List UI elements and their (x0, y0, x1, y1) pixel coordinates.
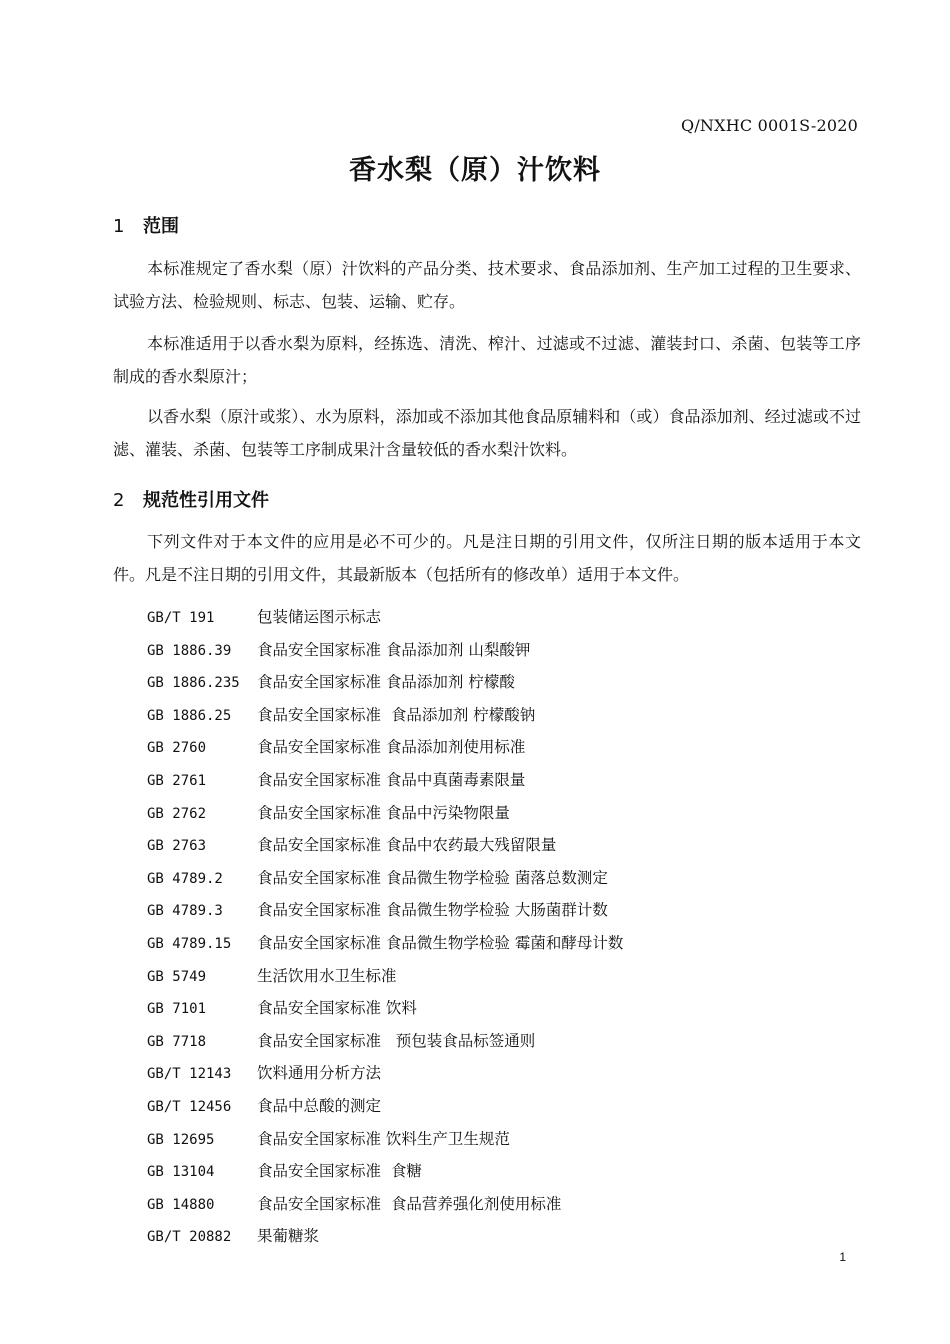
scope-paragraph: 本标准规定了香水梨（原）汁饮料的产品分类、技术要求、食品添加剂、生产加工过程的卫生要求、试验方法、检验规则、标志、包装、运输、贮存。 (113, 259, 861, 311)
reference-title: 食品安全国家标准 饮料生产卫生规范 (257, 1129, 510, 1148)
reference-title: 食品安全国家标准 食品微生物学检验 菌落总数测定 (257, 868, 608, 887)
reference-code: GB/T 12143 (147, 1066, 232, 1083)
reference-title: 食品安全国家标准 食品添加剂使用标准 (257, 738, 526, 757)
reference-title: 果葡糖浆 (257, 1227, 320, 1246)
reference-code: GB 4789.3 (147, 903, 223, 920)
reference-item (147, 601, 867, 634)
reference-code: GB/T 191 (147, 610, 215, 626)
reference-title: 食品安全国家标准 食品微生物学检验 霉菌和酵母计数 (257, 933, 624, 952)
reference-code: GB 2763 (147, 838, 207, 855)
section-heading-scope (113, 212, 179, 238)
reference-item (147, 699, 867, 732)
reference-item (147, 797, 867, 830)
reference-code: GB 1886.235 (147, 675, 240, 692)
reference-code: GB 12695 (147, 1131, 215, 1148)
reference-item (147, 634, 867, 667)
reference-code: GB 7101 (147, 1001, 207, 1018)
reference-code: GB 1886.39 (147, 642, 232, 659)
references-intro-paragraph: 下列文件对于本文件的应用是必不可少的。凡是注日期的引用文件，仅所注日期的版本适用于本文件。凡是不注日期的引用文件，其最新版本（包括所有的修改单）适用于本文件。 (113, 532, 861, 584)
reference-code: GB/T 20882 (147, 1229, 232, 1246)
reference-item (147, 1123, 867, 1156)
scope-paragraph: 以香水梨（原汁或浆）、水为原料，添加或不添加其他食品原辅料和（或）食品添加剂、经过滤或不过滤、灌装、杀菌、包装等工序制成果汁含量较低的香水梨汁饮料。 (113, 407, 861, 459)
reference-code: GB 5749 (147, 968, 207, 985)
reference-code: GB 2760 (147, 740, 207, 757)
reference-title: 食品安全国家标准 食品添加剂 柠檬酸钠 (257, 705, 536, 724)
reference-item (147, 731, 867, 764)
page-number: 1 (839, 1250, 846, 1264)
reference-code: GB 13104 (147, 1164, 215, 1181)
scope-paragraph: 本标准适用于以香水梨为原料，经拣选、清洗、榨汁、过滤或不过滤、灌装封口、杀菌、包装等工序制成的香水梨原汁； (113, 334, 861, 386)
reference-title: 食品安全国家标准 预包装食品标签通则 (257, 1031, 536, 1050)
reference-code: GB 1886.25 (147, 707, 232, 724)
section-number: 2 (113, 490, 125, 511)
section-title: 范围 (143, 216, 179, 237)
reference-item (147, 1220, 867, 1253)
section-title: 规范性引用文件 (143, 490, 269, 511)
reference-title: 食品安全国家标准 食品微生物学检验 大肠菌群计数 (257, 901, 608, 920)
reference-item (147, 764, 867, 797)
reference-title: 食品安全国家标准 食品中农药最大残留限量 (257, 836, 557, 855)
reference-code: GB 14880 (147, 1196, 215, 1213)
reference-item (147, 894, 867, 927)
reference-item (147, 666, 867, 699)
reference-title: 食品安全国家标准 食品营养强化剂使用标准 (257, 1194, 562, 1213)
reference-item (147, 1090, 867, 1123)
reference-item (147, 862, 867, 895)
reference-code: GB 2761 (147, 772, 207, 789)
document-title: 香水梨（原）汁饮料 (349, 155, 601, 186)
reference-item (147, 1188, 867, 1221)
reference-title: 食品安全国家标准 饮料 (257, 999, 417, 1018)
reference-item (147, 927, 867, 960)
reference-item (147, 829, 867, 862)
reference-code: GB 7718 (147, 1033, 207, 1050)
reference-title: 包装储运图示标志 (257, 608, 382, 626)
reference-item (147, 1155, 867, 1188)
standard-code: Q/NXHC 0001S-2020 (681, 116, 858, 135)
reference-code: GB 2762 (147, 805, 207, 822)
reference-title: 食品安全国家标准 食糖 (257, 1162, 422, 1181)
reference-item (147, 1025, 867, 1058)
reference-code: GB/T 12456 (147, 1098, 232, 1115)
reference-title: 食品安全国家标准 食品中真菌毒素限量 (257, 770, 526, 789)
reference-item (147, 992, 867, 1025)
reference-code: GB 4789.15 (147, 935, 232, 952)
reference-title: 食品中总酸的测定 (257, 1096, 382, 1115)
reference-item (147, 960, 867, 993)
reference-title: 食品安全国家标准 食品中污染物限量 (257, 803, 510, 822)
reference-code: GB 4789.2 (147, 870, 223, 887)
reference-title: 饮料通用分析方法 (257, 1064, 382, 1083)
reference-item (147, 1057, 867, 1090)
section-heading-normative-references (113, 486, 269, 512)
section-number: 1 (113, 216, 125, 237)
reference-title: 生活饮用水卫生标准 (257, 966, 397, 985)
reference-title: 食品安全国家标准 食品添加剂 柠檬酸 (257, 673, 515, 692)
reference-title: 食品安全国家标准 食品添加剂 山梨酸钾 (257, 640, 531, 659)
reference-list (147, 601, 867, 1253)
